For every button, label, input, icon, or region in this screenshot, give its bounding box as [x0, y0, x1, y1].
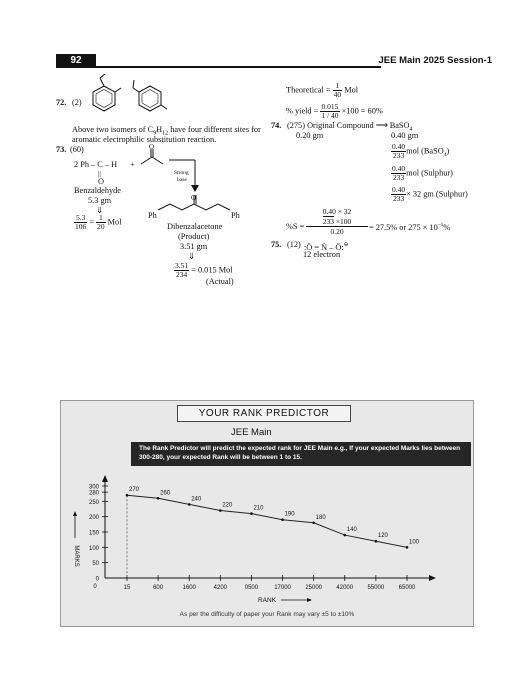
data-label: 220: [222, 502, 233, 509]
q74-sulphur-moles: $\frac{0.40}{233}$ mol (Sulphur): [392, 164, 453, 182]
x-tick-label: 65000: [398, 585, 416, 591]
data-label: 120: [377, 533, 388, 540]
rank-predictor-info: The Rank Predictor will predict the expected rank for JEE Main e.g., If your expected Marks lies between 300-280, your expected Rank will be between 1 to 15.: [139, 445, 461, 461]
x-tick-label: 0500: [244, 585, 259, 591]
data-label: 140: [346, 527, 357, 534]
series-line: [127, 495, 407, 547]
q74-sulphur-mass: $\frac{0.40}{233}$ × 32 gm (Sulphur): [392, 185, 468, 203]
q72-answer: (2): [72, 98, 82, 107]
data-label: 260: [160, 490, 171, 497]
data-label: 270: [129, 487, 140, 494]
y-tick-label: 250: [88, 499, 99, 506]
q72-number: 72.: [56, 98, 67, 107]
y-title-arrow-head: [73, 511, 77, 516]
theoretical-moles: Theoretical = $\frac{1}{40}$ Mol: [286, 81, 359, 99]
q73-base-label-1: Strong: [174, 170, 189, 176]
data-label: 180: [315, 514, 326, 521]
page-header: [56, 54, 492, 69]
y-tick-label: 300: [88, 484, 99, 491]
q73-reactant-formula: 2 Ph – C – H: [74, 160, 118, 169]
q73-actual-moles: $\frac{3.51}{234}$ = 0.015 Mol: [175, 261, 233, 279]
x-tick-label: 4200: [213, 585, 228, 591]
page-number: 92: [56, 54, 96, 68]
q74-reaction: (275) Original Compound ⟶ BaSO$_4$: [287, 121, 413, 133]
x-tick-label: 42000: [336, 585, 354, 591]
q74-baso4-moles: $\frac{0.40}{233}$ mol (BaSO$_4$): [392, 142, 450, 160]
q74-percent-fraction: 0.40 × 32 233 ×100 0.20: [306, 207, 368, 236]
data-label: 240: [191, 496, 202, 503]
x-tick-label: 17000: [274, 585, 291, 591]
data-point: [406, 546, 409, 549]
x-title-arrow-head: [307, 598, 312, 602]
q74-percent-label: %S =: [286, 222, 305, 231]
data-point: [126, 494, 129, 497]
q73-oxygen: O: [98, 177, 104, 186]
q74-baso4-mass: 0.40 gm: [391, 131, 419, 140]
header-title: JEE Main 2025 Session-1: [378, 55, 492, 66]
q73-answer: (60): [70, 145, 84, 154]
x-axis-arrow: [429, 575, 436, 581]
q73-product-name: Dibenzalacetone: [167, 222, 223, 231]
data-point: [281, 518, 284, 521]
data-point: [312, 522, 315, 525]
q73-down-arrow-1: ⇓: [96, 206, 103, 215]
q74-compound-mass: 0.20 gm: [296, 131, 324, 140]
q73-plus: +: [130, 160, 135, 169]
q73-product-tag: (Product): [178, 232, 210, 241]
data-point: [219, 509, 222, 512]
q73-acetone-oxygen: O: [149, 143, 155, 151]
x-tick-label: 25000: [305, 585, 323, 591]
q75-structure: :Ö = N̈ – Ö:⊖: [304, 242, 349, 252]
x-axis-title: RANK: [257, 597, 277, 604]
q73-base-label-2: base: [177, 177, 187, 183]
rank-predictor-panel: [60, 400, 474, 627]
y-tick-label: 50: [92, 561, 99, 568]
q73-double-bond: ||: [98, 170, 101, 178]
q75-answer: (12): [287, 240, 301, 249]
q72-text-line2: aromatic electrophilic substitution reaction.: [72, 135, 217, 144]
y-axis-arrow: [102, 475, 108, 482]
q73-ph-left: Ph: [148, 211, 157, 220]
x-tick-label: 1600: [182, 585, 196, 591]
x-tick-label: 55000: [367, 585, 385, 591]
y-tick-label: 150: [88, 530, 99, 537]
data-label: 210: [253, 505, 264, 512]
rank-predictor-title: YOUR RANK PREDICTOR: [177, 405, 351, 422]
y-tick-label: 200: [88, 515, 99, 522]
y-axis-title: MARKS: [73, 545, 79, 567]
q73-benzaldehyde-mass: 5.3 gm: [88, 196, 112, 205]
x-tick-label: 0: [93, 584, 97, 590]
rank-chart: [61, 467, 473, 612]
header-rule: [96, 66, 381, 68]
q73-down-arrow-2: ⇓: [188, 252, 195, 261]
q73-mole-calc: $\frac{5.3}{106}$ = $\frac{1}{20}$ Mol: [75, 213, 122, 231]
y-tick-label: 100: [88, 545, 99, 552]
rank-predictor-footnote: As per the difficulty of paper your Rank may vary ±5 to ±10%: [179, 611, 355, 618]
data-point: [157, 497, 160, 500]
q75-number: 75.: [271, 240, 282, 249]
q73-product-oxygen: O: [191, 194, 197, 202]
data-label: 100: [409, 539, 420, 546]
q72-isomers-structures: [88, 74, 178, 116]
q73-ph-right: Ph: [231, 211, 240, 220]
q75-electrons: 12 electron: [303, 250, 341, 259]
q73-actual: (Actual): [206, 277, 234, 286]
y-tick-label: 0: [95, 576, 99, 583]
q73-product-mass: 3.51 gm: [180, 242, 208, 251]
q73-benzaldehyde: Benzaldehyde: [74, 186, 121, 195]
q73-number: 73.: [56, 145, 67, 154]
q72-text-line1: Above two isomers of $C_9H_{12}$ have four different sites for: [72, 125, 261, 137]
data-point: [188, 503, 191, 506]
y-tick-label: 280: [88, 490, 99, 497]
x-tick-label: 600: [153, 585, 164, 591]
rank-predictor-exam: JEE Main: [231, 427, 272, 438]
data-point: [250, 512, 253, 515]
data-point: [375, 540, 378, 543]
percent-yield: % yield = $\frac{0.015}{1 / 40}$ ×100 = 60%: [286, 102, 383, 120]
data-point: [343, 534, 346, 537]
q74-number: 74.: [271, 121, 282, 130]
x-tick-label: 15: [123, 585, 131, 591]
q74-percent-result: = 27.5% or $275 \times 10^{-1}\%$: [369, 222, 451, 232]
data-label: 190: [284, 511, 295, 518]
